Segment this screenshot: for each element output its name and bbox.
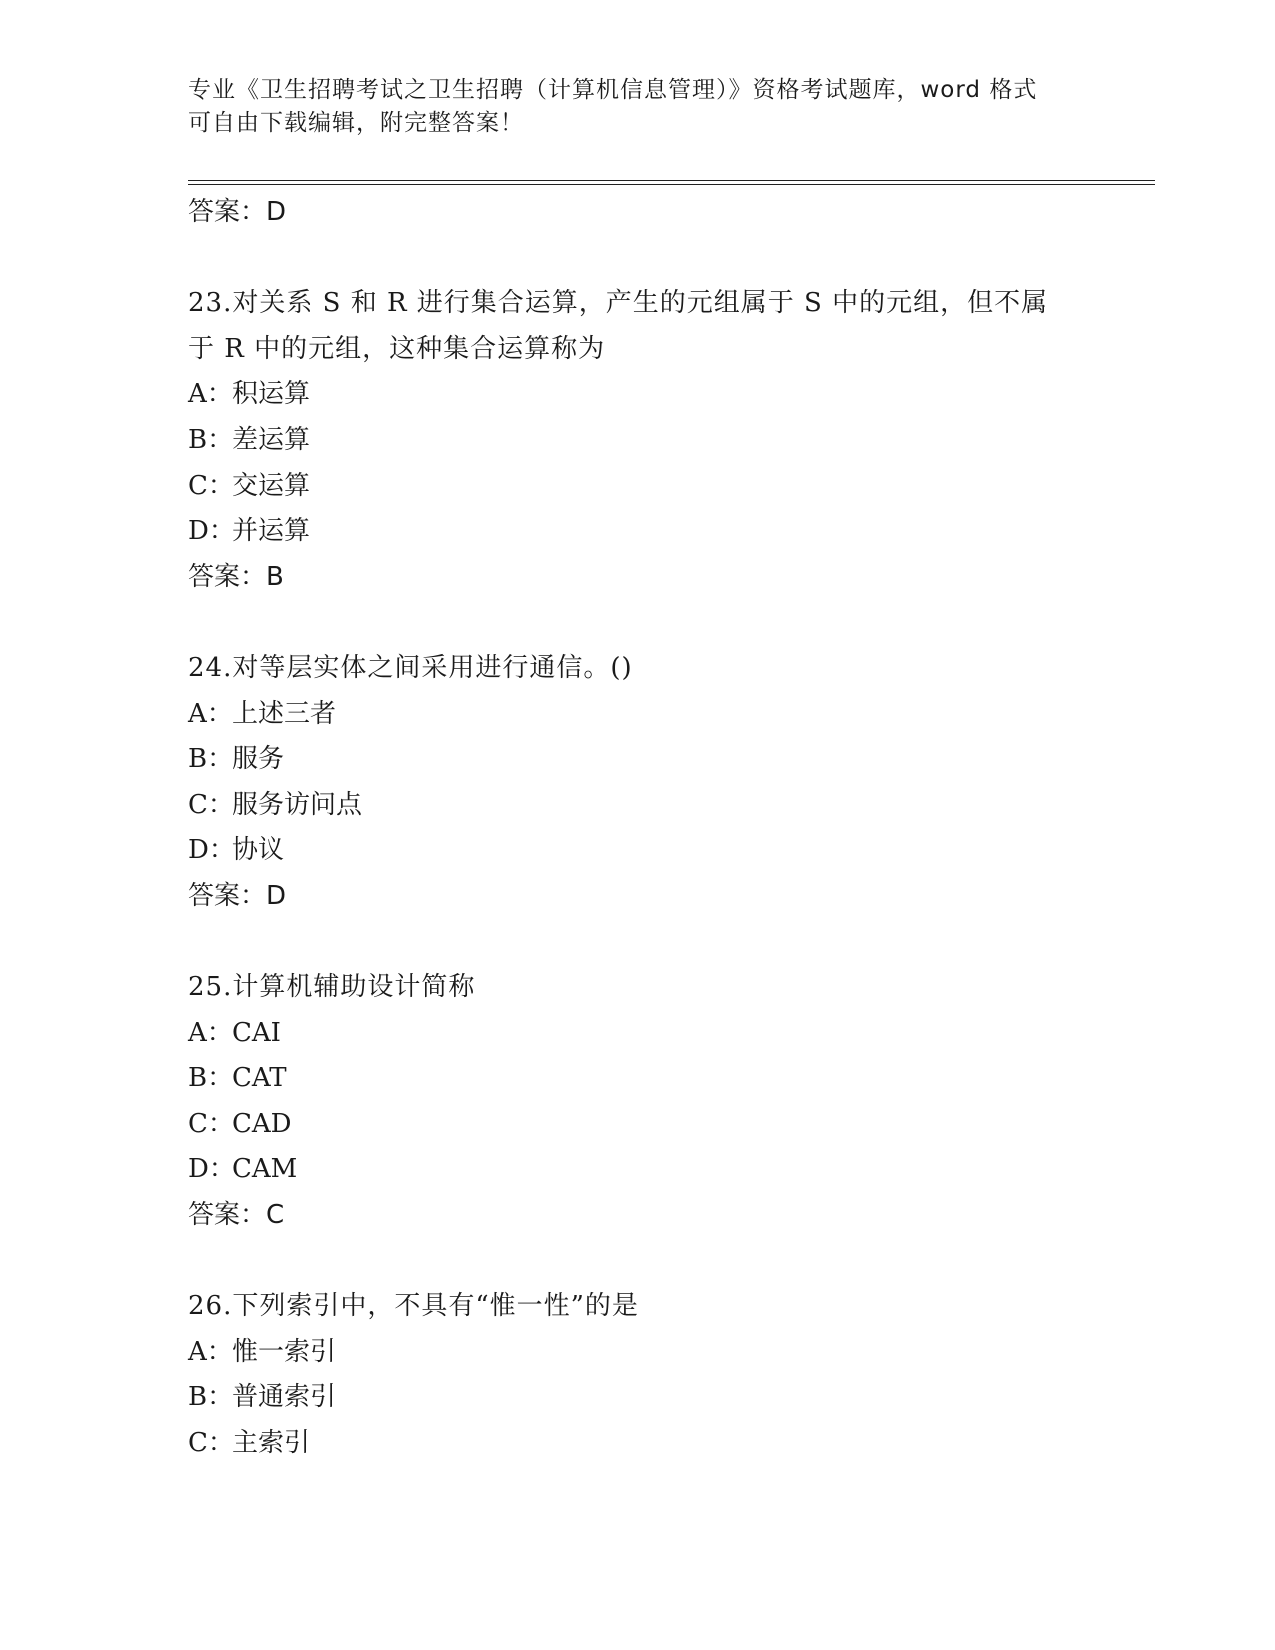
- question-stem: 26.下列索引中，不具有“惟一性”的是: [188, 1291, 639, 1322]
- option-d: [188, 828, 1088, 874]
- question-block: [188, 965, 1088, 1239]
- document-body: [188, 190, 1088, 1467]
- option-text: CAM: [232, 1154, 298, 1185]
- header-line-2: 可自由下载编辑，附完整答案！: [188, 110, 524, 136]
- option-letter: D：: [188, 1154, 235, 1185]
- question-block: [188, 646, 1088, 920]
- option-letter: A：: [188, 698, 233, 729]
- option-d: [188, 1147, 1088, 1193]
- option-text: 交运算: [232, 470, 311, 501]
- question-block: [188, 281, 1088, 600]
- option-text: 积运算: [232, 379, 311, 410]
- option-text: CAT: [232, 1063, 287, 1094]
- option-c: [188, 464, 1088, 510]
- option-text: 服务: [232, 744, 285, 775]
- option-letter: A：: [188, 1336, 233, 1367]
- option-a: [188, 1011, 1088, 1057]
- option-letter: C：: [188, 1108, 234, 1139]
- option-text: 上述三者: [232, 698, 337, 729]
- option-text: 差运算: [232, 424, 311, 455]
- option-text: 并运算: [232, 516, 311, 547]
- option-text: CAI: [232, 1017, 281, 1048]
- document-header: [188, 74, 1068, 140]
- header-line-1: 专业《卫生招聘考试之卫生招聘（计算机信息管理）》资格考试题库，word 格式: [188, 77, 1038, 103]
- option-letter: A：: [188, 379, 233, 410]
- option-text: CAD: [232, 1108, 292, 1139]
- question-stem: 24.对等层实体之间采用进行通信。(): [188, 652, 633, 683]
- question-block: [188, 1284, 1088, 1466]
- option-letter: A：: [188, 1017, 233, 1048]
- option-b: [188, 1375, 1088, 1421]
- option-a: [188, 692, 1088, 738]
- option-letter: D：: [188, 516, 235, 547]
- option-d: [188, 509, 1088, 555]
- option-text: 惟一索引: [232, 1336, 337, 1367]
- option-a: [188, 372, 1088, 418]
- option-text: 协议: [232, 835, 285, 866]
- option-a: [188, 1330, 1088, 1376]
- option-letter: B：: [188, 424, 234, 455]
- option-letter: B：: [188, 1063, 234, 1094]
- option-letter: B：: [188, 744, 234, 775]
- question-stem: 23.对关系 S 和 R 进行集合运算，产生的元组属于 S 中的元组，但不属: [188, 288, 1049, 319]
- option-text: 主索引: [232, 1428, 311, 1459]
- option-b: [188, 1056, 1088, 1102]
- option-c: [188, 783, 1088, 829]
- answer-line: 答案：C: [188, 1200, 285, 1231]
- option-c: [188, 1102, 1088, 1148]
- option-text: 服务访问点: [232, 789, 363, 820]
- option-c: [188, 1421, 1088, 1467]
- answer-line: 答案：B: [188, 561, 284, 592]
- option-letter: C：: [188, 1428, 234, 1459]
- question-stem: 25.计算机辅助设计简称: [188, 972, 476, 1003]
- option-letter: C：: [188, 789, 234, 820]
- option-b: [188, 737, 1088, 783]
- option-b: [188, 418, 1088, 464]
- option-letter: D：: [188, 835, 235, 866]
- header-divider-top: [188, 180, 1155, 181]
- option-letter: C：: [188, 470, 234, 501]
- answer-line: 答案：D: [188, 197, 287, 227]
- option-text: 普通索引: [232, 1382, 337, 1413]
- header-divider-bottom: [188, 184, 1155, 185]
- option-letter: B：: [188, 1382, 234, 1413]
- answer-line: 答案：D: [188, 880, 287, 911]
- question-stem-continued: 于 R 中的元组，这种集合运算称为: [188, 333, 606, 364]
